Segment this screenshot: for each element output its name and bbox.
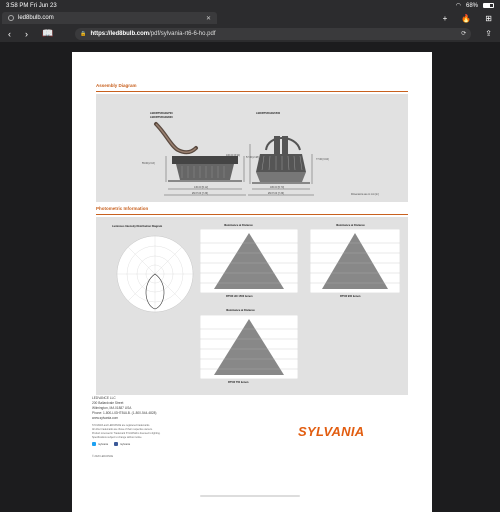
photometric-panel [96, 217, 408, 395]
footer-legal-2: All other trademarks are those of their respective owners. [92, 428, 153, 431]
dist-caption-2: RT5/6 900 lumen [340, 295, 361, 298]
footer-legal-4: Specifications subject to change without notice. [92, 436, 143, 439]
dim-left-width: 130.00 [5.12] [194, 186, 208, 189]
dist-caption-3: RT5/6 750 lumen [228, 381, 249, 384]
dist-chart-1 [200, 229, 298, 293]
lock-icon: 🔒 [80, 30, 87, 37]
share-icon[interactable]: ⇪ [485, 29, 492, 38]
assembly-model-right: LED/RT5/6/HO/1500 [256, 112, 281, 115]
back-icon[interactable]: ‹ [8, 28, 11, 39]
home-indicator[interactable] [200, 495, 300, 497]
twitter-icon [92, 442, 96, 446]
favicon-icon [8, 15, 14, 21]
battery-percent: 68% [465, 2, 478, 9]
assembly-drawing [96, 94, 408, 202]
navigation-bar [0, 25, 500, 42]
wifi-icon: ◠ [455, 3, 461, 9]
assembly-title: Assembly Diagram [96, 83, 137, 88]
sylvania-logo: SYLVANIA [298, 424, 365, 439]
photometric-title: Photometric Information [96, 206, 149, 211]
polar-title: Luminous Intensity Distribution Diagram [112, 225, 163, 228]
dim-right-height: 100.00 [3.91] [226, 154, 240, 157]
pdf-page [72, 52, 432, 512]
private-mode-icon[interactable]: 🔥 [461, 13, 472, 23]
dims-note: Dimensions are in mm [in] [351, 193, 379, 196]
dim-left-height: 55.00 [2.16] [142, 162, 155, 165]
browser-tab[interactable] [2, 12, 217, 24]
photometric-rule [96, 214, 408, 215]
dim-right-depth: 77.00 [3.04] [316, 158, 329, 161]
address-bar[interactable] [75, 28, 471, 40]
assembly-model-left: LED/RT5/6/HO/700 LED/RT5/6/HO/900 [150, 112, 173, 119]
polar-diagram [114, 233, 196, 315]
dim-right-width: 180.00 [5.70] [270, 186, 284, 189]
dist-title-1: Illuminance at Distance [224, 224, 253, 227]
dist-caption-1: RT5/6 HO 1500 lumen [226, 295, 253, 298]
footer-street: 200 Ballardvale Street [92, 401, 124, 405]
reload-icon[interactable]: ⟳ [461, 31, 467, 37]
tabs-overview-icon[interactable]: ⊞ [485, 13, 492, 23]
status-date: Fri Jun 23 [30, 2, 57, 9]
dim-left-depth: 57.00 [2.48] [246, 156, 259, 159]
url-text: https://led8bulb.com/pdf/sylvania-rt6-6-ho.pdf [90, 30, 216, 37]
new-tab-icon[interactable]: + [442, 13, 448, 23]
dist-title-2: Illuminance at Distance [336, 224, 365, 227]
battery-icon [483, 3, 494, 8]
dim-right-diameter: Ø137.00 [7.39] [268, 192, 284, 195]
status-bar [0, 0, 500, 11]
footer-copyright: © 2020 LEDVANCE [92, 455, 114, 458]
facebook-icon [114, 442, 118, 446]
facebook-link[interactable]: /sylvania [114, 442, 130, 446]
close-tab-icon[interactable]: ✕ [205, 15, 211, 22]
tab-bar [0, 11, 500, 25]
tab-title: led8bulb.com [18, 15, 54, 21]
footer-legal-3: Product Licensed in Trademark SYLVANIA is licensed to lighting. [92, 432, 161, 435]
twitter-link[interactable]: /sylvania [92, 442, 108, 446]
book-icon[interactable]: 📖 [42, 28, 54, 38]
dim-left-diameter: Ø137.00 [7.39] [192, 192, 208, 195]
dist-chart-3 [200, 315, 298, 379]
footer-legal-1: SYLVANIA and LEDVANCE are registered trademarks. [92, 424, 150, 427]
assembly-panel [96, 94, 408, 202]
footer-city: Wilmington, MA 01887 USA [92, 406, 132, 410]
footer-web[interactable]: www.sylvania.com [92, 416, 119, 420]
forward-icon[interactable]: › [25, 28, 28, 39]
pdf-viewer[interactable] [0, 42, 500, 500]
footer-phone: Phone: 1-800-LIGHTBULB. (1-800-544-4828) [92, 411, 157, 415]
footer-company: LEDVANCE LLC [92, 396, 116, 400]
dist-chart-2 [310, 229, 400, 293]
assembly-rule [96, 91, 408, 92]
status-time: 3:58 PM [6, 2, 29, 9]
dist-title-3: Illuminance at Distance [226, 309, 255, 312]
